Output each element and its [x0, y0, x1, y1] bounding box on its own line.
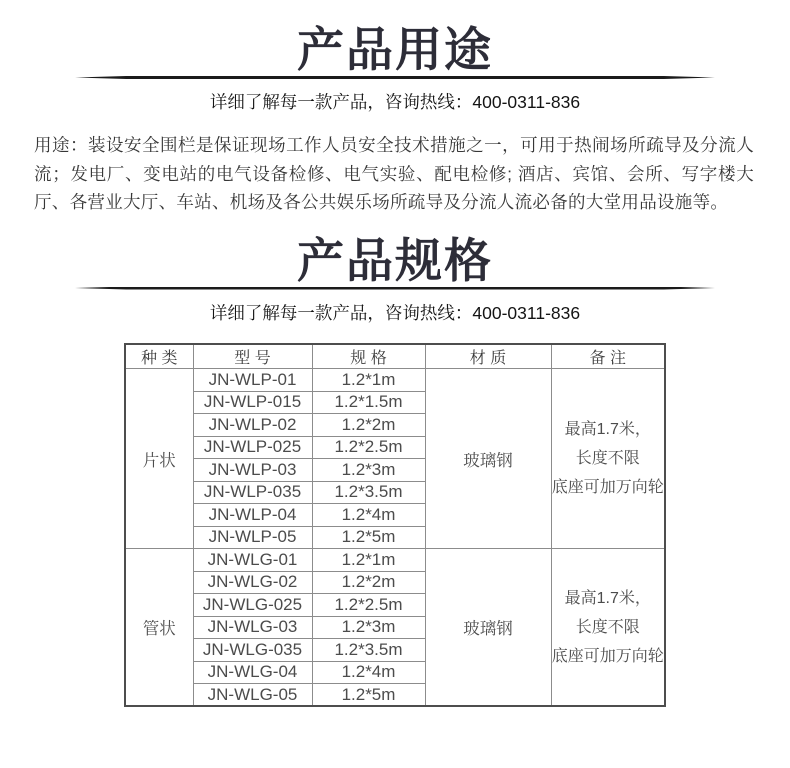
title-divider	[75, 287, 715, 290]
hotline-subtitle: 详细了解每一款产品，咨询热线：400-0311-836	[209, 92, 581, 112]
spec-cell: 1.2*3m	[312, 616, 425, 639]
spec-cell: 1.2*3.5m	[312, 639, 425, 662]
material-cell: 玻璃钢	[425, 549, 551, 707]
column-header: 型 号	[193, 344, 312, 369]
column-header: 规 格	[312, 344, 425, 369]
remark-line: 长度不限	[575, 450, 640, 467]
spec-cell: 1.2*1m	[312, 369, 425, 392]
spec-cell: 1.2*5m	[312, 526, 425, 549]
remark-cell	[551, 369, 665, 549]
remark-line: 底座可加万向轮	[551, 479, 664, 496]
remark-line: 最高1.7米，	[564, 421, 651, 438]
model-cell: JN-WLP-01	[193, 369, 312, 392]
table-row	[125, 369, 665, 392]
model-cell: JN-WLP-025	[193, 436, 312, 459]
hotline-subtitle: 详细了解每一款产品，咨询热线：400-0311-836	[209, 302, 581, 323]
table-row	[125, 549, 665, 572]
model-cell: JN-WLP-015	[193, 391, 312, 414]
column-header: 种 类	[125, 344, 193, 369]
spec-cell: 1.2*1.5m	[312, 391, 425, 414]
spec-cell: 1.2*2m	[312, 414, 425, 437]
spec-cell: 1.2*5m	[312, 684, 425, 707]
model-cell: JN-WLP-04	[193, 504, 312, 527]
spec-cell: 1.2*2.5m	[312, 436, 425, 459]
model-cell: JN-WLG-01	[193, 549, 312, 572]
column-header: 备 注	[551, 344, 665, 369]
model-cell: JN-WLG-02	[193, 571, 312, 594]
model-cell: JN-WLP-03	[193, 459, 312, 482]
kind-cell: 管状	[125, 549, 193, 707]
spec-cell: 1.2*3m	[312, 459, 425, 482]
model-cell: JN-WLP-02	[193, 414, 312, 437]
model-cell: JN-WLG-04	[193, 661, 312, 684]
usage-paragraph: 用途：装设安全围栏是保证现场工作人员安全技术措施之一，可用于热闹场所疏导及分流人流；发电厂、变电站的电气设备检修、电气实验、配电检修; 酒店、宾馆、会所、写字楼大厅、各营业大厅、车站、机场及各公共娱乐场所疏导及分流人流必备的大堂用品设施等。	[34, 135, 754, 212]
spec-cell: 1.2*4m	[312, 504, 425, 527]
title-divider	[75, 76, 715, 79]
spec-cell: 1.2*1m	[312, 549, 425, 572]
remark-cell	[551, 549, 665, 707]
model-cell: JN-WLP-05	[193, 526, 312, 549]
kind-cell: 片状	[125, 369, 193, 549]
remark-line: 底座可加万向轮	[551, 647, 664, 665]
spec-cell: 1.2*2m	[312, 571, 425, 594]
table-header-row	[125, 344, 665, 369]
model-cell: JN-WLG-05	[193, 684, 312, 707]
model-cell: JN-WLG-035	[193, 639, 312, 662]
spec-cell: 1.2*4m	[312, 661, 425, 684]
section-title-specs: 产品规格	[297, 233, 493, 287]
column-header: 材 质	[425, 344, 551, 369]
model-cell: JN-WLG-025	[193, 594, 312, 617]
spec-table	[124, 343, 666, 708]
spec-cell: 1.2*3.5m	[312, 481, 425, 504]
model-cell: JN-WLG-03	[193, 616, 312, 639]
remark-line: 最高1.7米，	[564, 589, 651, 607]
model-cell: JN-WLP-035	[193, 481, 312, 504]
section-title-usage: 产品用途	[297, 23, 493, 76]
spec-cell: 1.2*2.5m	[312, 594, 425, 617]
material-cell: 玻璃钢	[425, 369, 551, 549]
remark-line: 长度不限	[575, 618, 640, 636]
